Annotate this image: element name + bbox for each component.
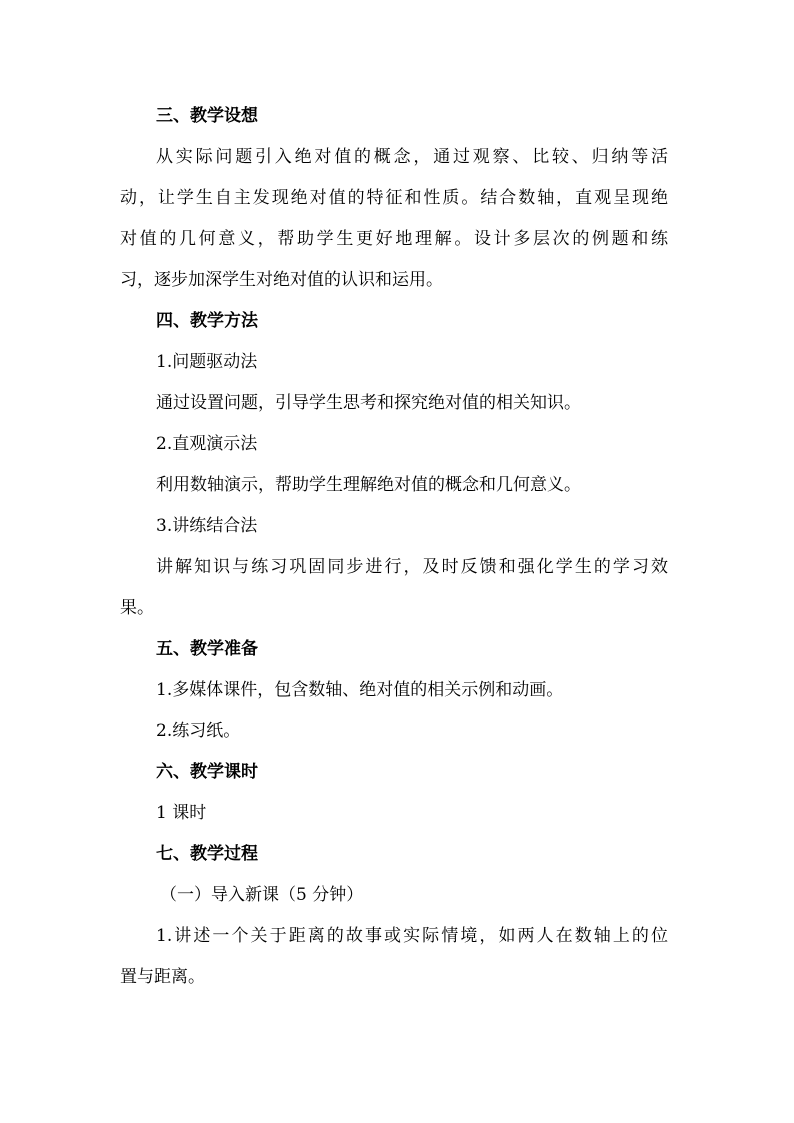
section-3-paragraph-line-3: 对值的几何意义，帮助学生更好地理解。设计多层次的例题和练 — [120, 229, 668, 249]
method-3-description-line-1: 讲解知识与练习巩固同步进行，及时反馈和强化学生的学习效 — [156, 557, 668, 577]
class-hours-value: 1 课时 — [156, 803, 207, 823]
process-step-1-line-2: 置与距离。 — [120, 967, 205, 987]
document-page — [120, 98, 668, 988]
section-3-heading: 三、教学设想 — [156, 106, 258, 126]
process-step-1-line-1: 1.讲述一个关于距离的故事或实际情境，如两人在数轴上的位 — [156, 926, 668, 946]
section-3-paragraph-line-2: 动，让学生自主发现绝对值的特征和性质。结合数轴，直观呈现绝 — [120, 188, 668, 208]
section-7-heading: 七、教学过程 — [156, 844, 258, 864]
section-6-heading: 六、教学课时 — [156, 762, 258, 782]
section-5-heading: 五、教学准备 — [156, 639, 258, 659]
section-4-heading: 四、教学方法 — [156, 311, 258, 331]
method-2-description: 利用数轴演示，帮助学生理解绝对值的概念和几何意义。 — [156, 475, 581, 495]
method-2-title: 2.直观演示法 — [156, 434, 258, 454]
method-1-description: 通过设置问题，引导学生思考和探究绝对值的相关知识。 — [156, 393, 581, 413]
preparation-item-2: 2.练习纸。 — [156, 721, 241, 741]
section-3-paragraph-line-1: 从实际问题引入绝对值的概念，通过观察、比较、归纳等活 — [156, 147, 668, 167]
method-3-title: 3.讲练结合法 — [156, 516, 258, 536]
method-3-description-line-2: 果。 — [120, 598, 154, 618]
method-1-title: 1.问题驱动法 — [156, 352, 258, 372]
section-3-paragraph-line-4: 习，逐步加深学生对绝对值的认识和运用。 — [120, 270, 443, 290]
preparation-item-1: 1.多媒体课件，包含数轴、绝对值的相关示例和动画。 — [156, 680, 564, 700]
subsection-1-heading: （一）导入新课（5 分钟） — [160, 885, 364, 905]
